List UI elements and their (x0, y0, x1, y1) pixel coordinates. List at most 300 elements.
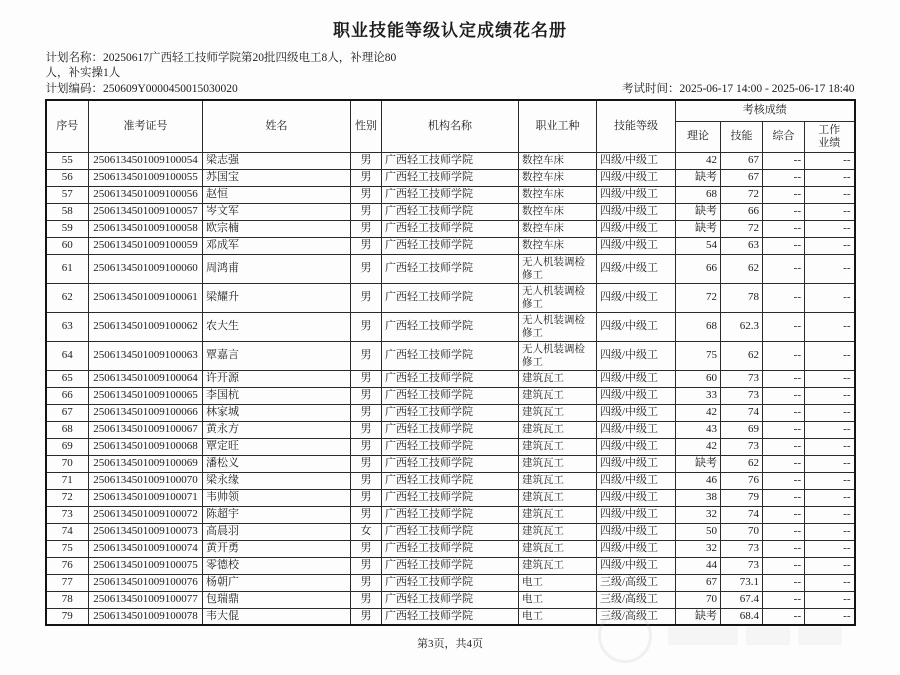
cell-org: 广西轻工技师学院 (382, 421, 519, 438)
cell-org: 广西轻工技师学院 (382, 387, 519, 404)
cell-exam-id: 2506134501009100066 (89, 404, 203, 421)
cell-work: -- (805, 574, 855, 591)
cell-no: 67 (46, 404, 89, 421)
cell-work: -- (805, 472, 855, 489)
cell-occupation: 数控车床 (519, 237, 597, 254)
cell-exam-id: 2506134501009100069 (89, 455, 203, 472)
cell-level: 四级/中级工 (597, 220, 676, 237)
cell-gender: 男 (351, 283, 382, 312)
cell-comprehensive: -- (763, 220, 805, 237)
table-row (46, 254, 855, 283)
cell-level: 四级/中级工 (597, 472, 676, 489)
cell-occupation: 数控车床 (519, 186, 597, 203)
cell-occupation: 建筑瓦工 (519, 506, 597, 523)
cell-name: 梁志强 (203, 152, 351, 169)
cell-exam-id: 2506134501009100063 (89, 341, 203, 370)
cell-exam-id: 2506134501009100071 (89, 489, 203, 506)
cell-theory: 50 (676, 523, 721, 540)
cell-occupation: 建筑瓦工 (519, 489, 597, 506)
cell-work: -- (805, 557, 855, 574)
cell-name: 黄开勇 (203, 540, 351, 557)
cell-level: 四级/中级工 (597, 169, 676, 186)
cell-exam-id: 2506134501009100054 (89, 152, 203, 169)
table-row (46, 283, 855, 312)
cell-exam-id: 2506134501009100056 (89, 186, 203, 203)
cell-theory: 54 (676, 237, 721, 254)
cell-org: 广西轻工技师学院 (382, 283, 519, 312)
score-roster-table (45, 99, 856, 626)
cell-no: 56 (46, 169, 89, 186)
cell-comprehensive: -- (763, 608, 805, 625)
cell-theory: 44 (676, 557, 721, 574)
cell-no: 76 (46, 557, 89, 574)
cell-occupation: 建筑瓦工 (519, 387, 597, 404)
cell-comprehensive: -- (763, 421, 805, 438)
cell-gender: 男 (351, 254, 382, 283)
table-row (46, 169, 855, 186)
header-occupation: 职业工种 (519, 100, 597, 152)
cell-skill: 73.1 (721, 574, 763, 591)
cell-org: 广西轻工技师学院 (382, 186, 519, 203)
cell-comprehensive: -- (763, 254, 805, 283)
header-no: 序号 (46, 100, 89, 152)
cell-work: -- (805, 608, 855, 625)
cell-exam-id: 2506134501009100076 (89, 574, 203, 591)
cell-theory: 68 (676, 312, 721, 341)
cell-exam-id: 2506134501009100062 (89, 312, 203, 341)
cell-name: 李国杭 (203, 387, 351, 404)
cell-theory: 42 (676, 404, 721, 421)
cell-gender: 男 (351, 472, 382, 489)
cell-occupation: 建筑瓦工 (519, 421, 597, 438)
cell-name: 周鸿甫 (203, 254, 351, 283)
cell-name: 韦大倱 (203, 608, 351, 625)
cell-no: 58 (46, 203, 89, 220)
cell-theory: 72 (676, 283, 721, 312)
table-row (46, 523, 855, 540)
cell-gender: 男 (351, 387, 382, 404)
cell-exam-id: 2506134501009100078 (89, 608, 203, 625)
table-row (46, 404, 855, 421)
cell-skill: 70 (721, 523, 763, 540)
header-work: 工作业绩 (805, 121, 855, 152)
cell-occupation: 无人机装调检修工 (519, 341, 597, 370)
cell-gender: 男 (351, 312, 382, 341)
cell-gender: 女 (351, 523, 382, 540)
cell-comprehensive: -- (763, 152, 805, 169)
cell-no: 64 (46, 341, 89, 370)
cell-occupation: 数控车床 (519, 152, 597, 169)
cell-comprehensive: -- (763, 574, 805, 591)
cell-skill: 66 (721, 203, 763, 220)
cell-gender: 男 (351, 574, 382, 591)
cell-work: -- (805, 152, 855, 169)
cell-name: 许开源 (203, 370, 351, 387)
cell-comprehensive: -- (763, 506, 805, 523)
cell-level: 三级/高级工 (597, 574, 676, 591)
cell-skill: 76 (721, 472, 763, 489)
cell-skill: 72 (721, 186, 763, 203)
cell-exam-id: 2506134501009100058 (89, 220, 203, 237)
cell-level: 四级/中级工 (597, 203, 676, 220)
header-name: 姓名 (203, 100, 351, 152)
cell-exam-id: 2506134501009100068 (89, 438, 203, 455)
cell-occupation: 无人机装调检修工 (519, 312, 597, 341)
cell-no: 61 (46, 254, 89, 283)
cell-skill: 79 (721, 489, 763, 506)
cell-level: 四级/中级工 (597, 438, 676, 455)
cell-work: -- (805, 489, 855, 506)
cell-no: 68 (46, 421, 89, 438)
cell-name: 邓成军 (203, 237, 351, 254)
cell-skill: 67 (721, 169, 763, 186)
cell-skill: 68.4 (721, 608, 763, 625)
cell-work: -- (805, 404, 855, 421)
cell-theory: 缺考 (676, 455, 721, 472)
header-gender: 性别 (351, 100, 382, 152)
cell-work: -- (805, 370, 855, 387)
cell-skill: 73 (721, 370, 763, 387)
cell-work: -- (805, 220, 855, 237)
cell-occupation: 建筑瓦工 (519, 557, 597, 574)
cell-skill: 63 (721, 237, 763, 254)
cell-skill: 73 (721, 387, 763, 404)
cell-level: 四级/中级工 (597, 370, 676, 387)
cell-org: 广西轻工技师学院 (382, 455, 519, 472)
cell-org: 广西轻工技师学院 (382, 506, 519, 523)
cell-comprehensive: -- (763, 455, 805, 472)
cell-org: 广西轻工技师学院 (382, 237, 519, 254)
cell-name: 零德校 (203, 557, 351, 574)
table-row (46, 220, 855, 237)
cell-skill: 73 (721, 438, 763, 455)
cell-work: -- (805, 438, 855, 455)
cell-no: 69 (46, 438, 89, 455)
cell-level: 三级/高级工 (597, 608, 676, 625)
cell-comprehensive: -- (763, 370, 805, 387)
cell-comprehensive: -- (763, 540, 805, 557)
cell-occupation: 建筑瓦工 (519, 523, 597, 540)
cell-skill: 62 (721, 455, 763, 472)
cell-level: 四级/中级工 (597, 283, 676, 312)
page-number: 第3页，共4页 (417, 638, 483, 650)
cell-level: 四级/中级工 (597, 341, 676, 370)
cell-gender: 男 (351, 237, 382, 254)
cell-comprehensive: -- (763, 283, 805, 312)
cell-comprehensive: -- (763, 404, 805, 421)
cell-gender: 男 (351, 557, 382, 574)
cell-no: 71 (46, 472, 89, 489)
cell-org: 广西轻工技师学院 (382, 312, 519, 341)
cell-level: 四级/中级工 (597, 489, 676, 506)
cell-name: 韦帅领 (203, 489, 351, 506)
cell-name: 覃定旺 (203, 438, 351, 455)
cell-no: 79 (46, 608, 89, 625)
cell-gender: 男 (351, 203, 382, 220)
cell-comprehensive: -- (763, 387, 805, 404)
cell-theory: 38 (676, 489, 721, 506)
cell-theory: 60 (676, 370, 721, 387)
table-row (46, 237, 855, 254)
cell-level: 四级/中级工 (597, 186, 676, 203)
cell-no: 74 (46, 523, 89, 540)
table-row (46, 574, 855, 591)
cell-gender: 男 (351, 220, 382, 237)
cell-exam-id: 2506134501009100067 (89, 421, 203, 438)
header-exam-id: 准考证号 (89, 100, 203, 152)
table-body (46, 152, 855, 625)
cell-no: 77 (46, 574, 89, 591)
cell-gender: 男 (351, 489, 382, 506)
cell-org: 广西轻工技师学院 (382, 152, 519, 169)
cell-skill: 62.3 (721, 312, 763, 341)
cell-occupation: 电工 (519, 574, 597, 591)
cell-comprehensive: -- (763, 557, 805, 574)
cell-gender: 男 (351, 169, 382, 186)
cell-name: 潘松义 (203, 455, 351, 472)
plan-code: 计划编码：250609Y0000450015030020 (45, 83, 238, 95)
cell-name: 覃嘉言 (203, 341, 351, 370)
cell-no: 78 (46, 591, 89, 608)
cell-org: 广西轻工技师学院 (382, 220, 519, 237)
cell-name: 黄永方 (203, 421, 351, 438)
cell-comprehensive: -- (763, 186, 805, 203)
cell-theory: 70 (676, 591, 721, 608)
cell-theory: 缺考 (676, 608, 721, 625)
cell-theory: 缺考 (676, 169, 721, 186)
cell-work: -- (805, 237, 855, 254)
table-row (46, 438, 855, 455)
cell-org: 广西轻工技师学院 (382, 574, 519, 591)
cell-level: 四级/中级工 (597, 237, 676, 254)
header-org: 机构名称 (382, 100, 519, 152)
cell-org: 广西轻工技师学院 (382, 404, 519, 421)
cell-name: 欧宗楠 (203, 220, 351, 237)
cell-work: -- (805, 312, 855, 341)
cell-occupation: 电工 (519, 591, 597, 608)
page-title: 职业技能等级认定成绩花名册 (333, 21, 567, 40)
table-row (46, 186, 855, 203)
cell-theory: 67 (676, 574, 721, 591)
cell-theory: 32 (676, 506, 721, 523)
cell-org: 广西轻工技师学院 (382, 341, 519, 370)
cell-org: 广西轻工技师学院 (382, 370, 519, 387)
cell-name: 农大生 (203, 312, 351, 341)
cell-occupation: 建筑瓦工 (519, 472, 597, 489)
cell-level: 三级/高级工 (597, 591, 676, 608)
cell-name: 高晨羽 (203, 523, 351, 540)
table-row (46, 421, 855, 438)
cell-exam-id: 2506134501009100075 (89, 557, 203, 574)
cell-work: -- (805, 591, 855, 608)
cell-theory: 43 (676, 421, 721, 438)
cell-occupation: 建筑瓦工 (519, 370, 597, 387)
cell-no: 66 (46, 387, 89, 404)
cell-name: 包瑞鼎 (203, 591, 351, 608)
cell-gender: 男 (351, 506, 382, 523)
cell-org: 广西轻工技师学院 (382, 169, 519, 186)
cell-gender: 男 (351, 455, 382, 472)
cell-no: 59 (46, 220, 89, 237)
cell-name: 岑文军 (203, 203, 351, 220)
cell-level: 四级/中级工 (597, 254, 676, 283)
table-row (46, 557, 855, 574)
cell-level: 四级/中级工 (597, 557, 676, 574)
table-row (46, 370, 855, 387)
cell-comprehensive: -- (763, 472, 805, 489)
cell-exam-id: 2506134501009100061 (89, 283, 203, 312)
table-row (46, 540, 855, 557)
header-theory: 理论 (676, 121, 721, 152)
cell-occupation: 建筑瓦工 (519, 540, 597, 557)
cell-exam-id: 2506134501009100055 (89, 169, 203, 186)
cell-comprehensive: -- (763, 489, 805, 506)
cell-comprehensive: -- (763, 169, 805, 186)
cell-org: 广西轻工技师学院 (382, 438, 519, 455)
cell-comprehensive: -- (763, 312, 805, 341)
cell-work: -- (805, 540, 855, 557)
cell-occupation: 无人机装调检修工 (519, 254, 597, 283)
cell-gender: 男 (351, 591, 382, 608)
cell-occupation: 建筑瓦工 (519, 404, 597, 421)
cell-skill: 67 (721, 152, 763, 169)
cell-skill: 73 (721, 557, 763, 574)
cell-org: 广西轻工技师学院 (382, 557, 519, 574)
cell-exam-id: 2506134501009100064 (89, 370, 203, 387)
cell-no: 72 (46, 489, 89, 506)
cell-occupation: 数控车床 (519, 169, 597, 186)
cell-name: 杨朝广 (203, 574, 351, 591)
table-row (46, 455, 855, 472)
table-row (46, 506, 855, 523)
cell-exam-id: 2506134501009100072 (89, 506, 203, 523)
cell-name: 赵恒 (203, 186, 351, 203)
cell-exam-id: 2506134501009100074 (89, 540, 203, 557)
cell-exam-id: 2506134501009100059 (89, 237, 203, 254)
cell-no: 57 (46, 186, 89, 203)
cell-theory: 68 (676, 186, 721, 203)
exam-time: 考试时间：2025-06-17 14:00 - 2025-06-17 18:40 (621, 83, 855, 95)
table-row (46, 203, 855, 220)
cell-org: 广西轻工技师学院 (382, 608, 519, 625)
cell-gender: 男 (351, 341, 382, 370)
cell-gender: 男 (351, 186, 382, 203)
header-level: 技能等级 (597, 100, 676, 152)
cell-level: 四级/中级工 (597, 152, 676, 169)
table-row (46, 608, 855, 625)
cell-work: -- (805, 523, 855, 540)
cell-work: -- (805, 506, 855, 523)
cell-skill: 72 (721, 220, 763, 237)
cell-theory: 缺考 (676, 220, 721, 237)
cell-exam-id: 2506134501009100077 (89, 591, 203, 608)
cell-occupation: 无人机装调检修工 (519, 283, 597, 312)
cell-skill: 74 (721, 506, 763, 523)
cell-theory: 32 (676, 540, 721, 557)
cell-skill: 67.4 (721, 591, 763, 608)
cell-work: -- (805, 455, 855, 472)
cell-org: 广西轻工技师学院 (382, 489, 519, 506)
cell-no: 55 (46, 152, 89, 169)
table-row (46, 312, 855, 341)
cell-exam-id: 2506134501009100057 (89, 203, 203, 220)
cell-skill: 69 (721, 421, 763, 438)
cell-org: 广西轻工技师学院 (382, 523, 519, 540)
cell-occupation: 建筑瓦工 (519, 455, 597, 472)
cell-no: 63 (46, 312, 89, 341)
cell-gender: 男 (351, 608, 382, 625)
cell-name: 林家城 (203, 404, 351, 421)
plan-info-block (46, 51, 855, 97)
cell-work: -- (805, 283, 855, 312)
cell-skill: 62 (721, 254, 763, 283)
cell-gender: 男 (351, 438, 382, 455)
cell-no: 73 (46, 506, 89, 523)
plan-name-line1: 计划名称：20250617广西轻工技师学院第20批四级电工8人，补理论80 (45, 52, 397, 64)
cell-comprehensive: -- (763, 203, 805, 220)
cell-org: 广西轻工技师学院 (382, 254, 519, 283)
cell-level: 四级/中级工 (597, 455, 676, 472)
cell-level: 四级/中级工 (597, 387, 676, 404)
cell-org: 广西轻工技师学院 (382, 472, 519, 489)
cell-theory: 42 (676, 438, 721, 455)
cell-work: -- (805, 421, 855, 438)
table-row (46, 489, 855, 506)
cell-theory: 46 (676, 472, 721, 489)
cell-occupation: 数控车床 (519, 220, 597, 237)
cell-gender: 男 (351, 370, 382, 387)
cell-exam-id: 2506134501009100060 (89, 254, 203, 283)
cell-org: 广西轻工技师学院 (382, 540, 519, 557)
cell-gender: 男 (351, 404, 382, 421)
cell-skill: 62 (721, 341, 763, 370)
cell-comprehensive: -- (763, 591, 805, 608)
table-row (46, 152, 855, 169)
cell-name: 陈超宇 (203, 506, 351, 523)
cell-exam-id: 2506134501009100070 (89, 472, 203, 489)
cell-gender: 男 (351, 540, 382, 557)
cell-theory: 缺考 (676, 203, 721, 220)
cell-work: -- (805, 387, 855, 404)
cell-work: -- (805, 186, 855, 203)
cell-work: -- (805, 341, 855, 370)
cell-no: 70 (46, 455, 89, 472)
cell-skill: 78 (721, 283, 763, 312)
cell-level: 四级/中级工 (597, 404, 676, 421)
cell-theory: 42 (676, 152, 721, 169)
cell-no: 60 (46, 237, 89, 254)
cell-org: 广西轻工技师学院 (382, 591, 519, 608)
table-row (46, 472, 855, 489)
cell-comprehensive: -- (763, 523, 805, 540)
cell-theory: 33 (676, 387, 721, 404)
cell-comprehensive: -- (763, 237, 805, 254)
table-row (46, 591, 855, 608)
cell-level: 四级/中级工 (597, 312, 676, 341)
cell-work: -- (805, 254, 855, 283)
cell-gender: 男 (351, 421, 382, 438)
table-row (46, 341, 855, 370)
table-row (46, 387, 855, 404)
plan-name-line2: 人，补实操1人 (45, 67, 121, 79)
cell-work: -- (805, 169, 855, 186)
cell-occupation: 建筑瓦工 (519, 438, 597, 455)
cell-level: 四级/中级工 (597, 540, 676, 557)
cell-occupation: 电工 (519, 608, 597, 625)
cell-name: 梁耀升 (203, 283, 351, 312)
cell-level: 四级/中级工 (597, 506, 676, 523)
cell-comprehensive: -- (763, 438, 805, 455)
